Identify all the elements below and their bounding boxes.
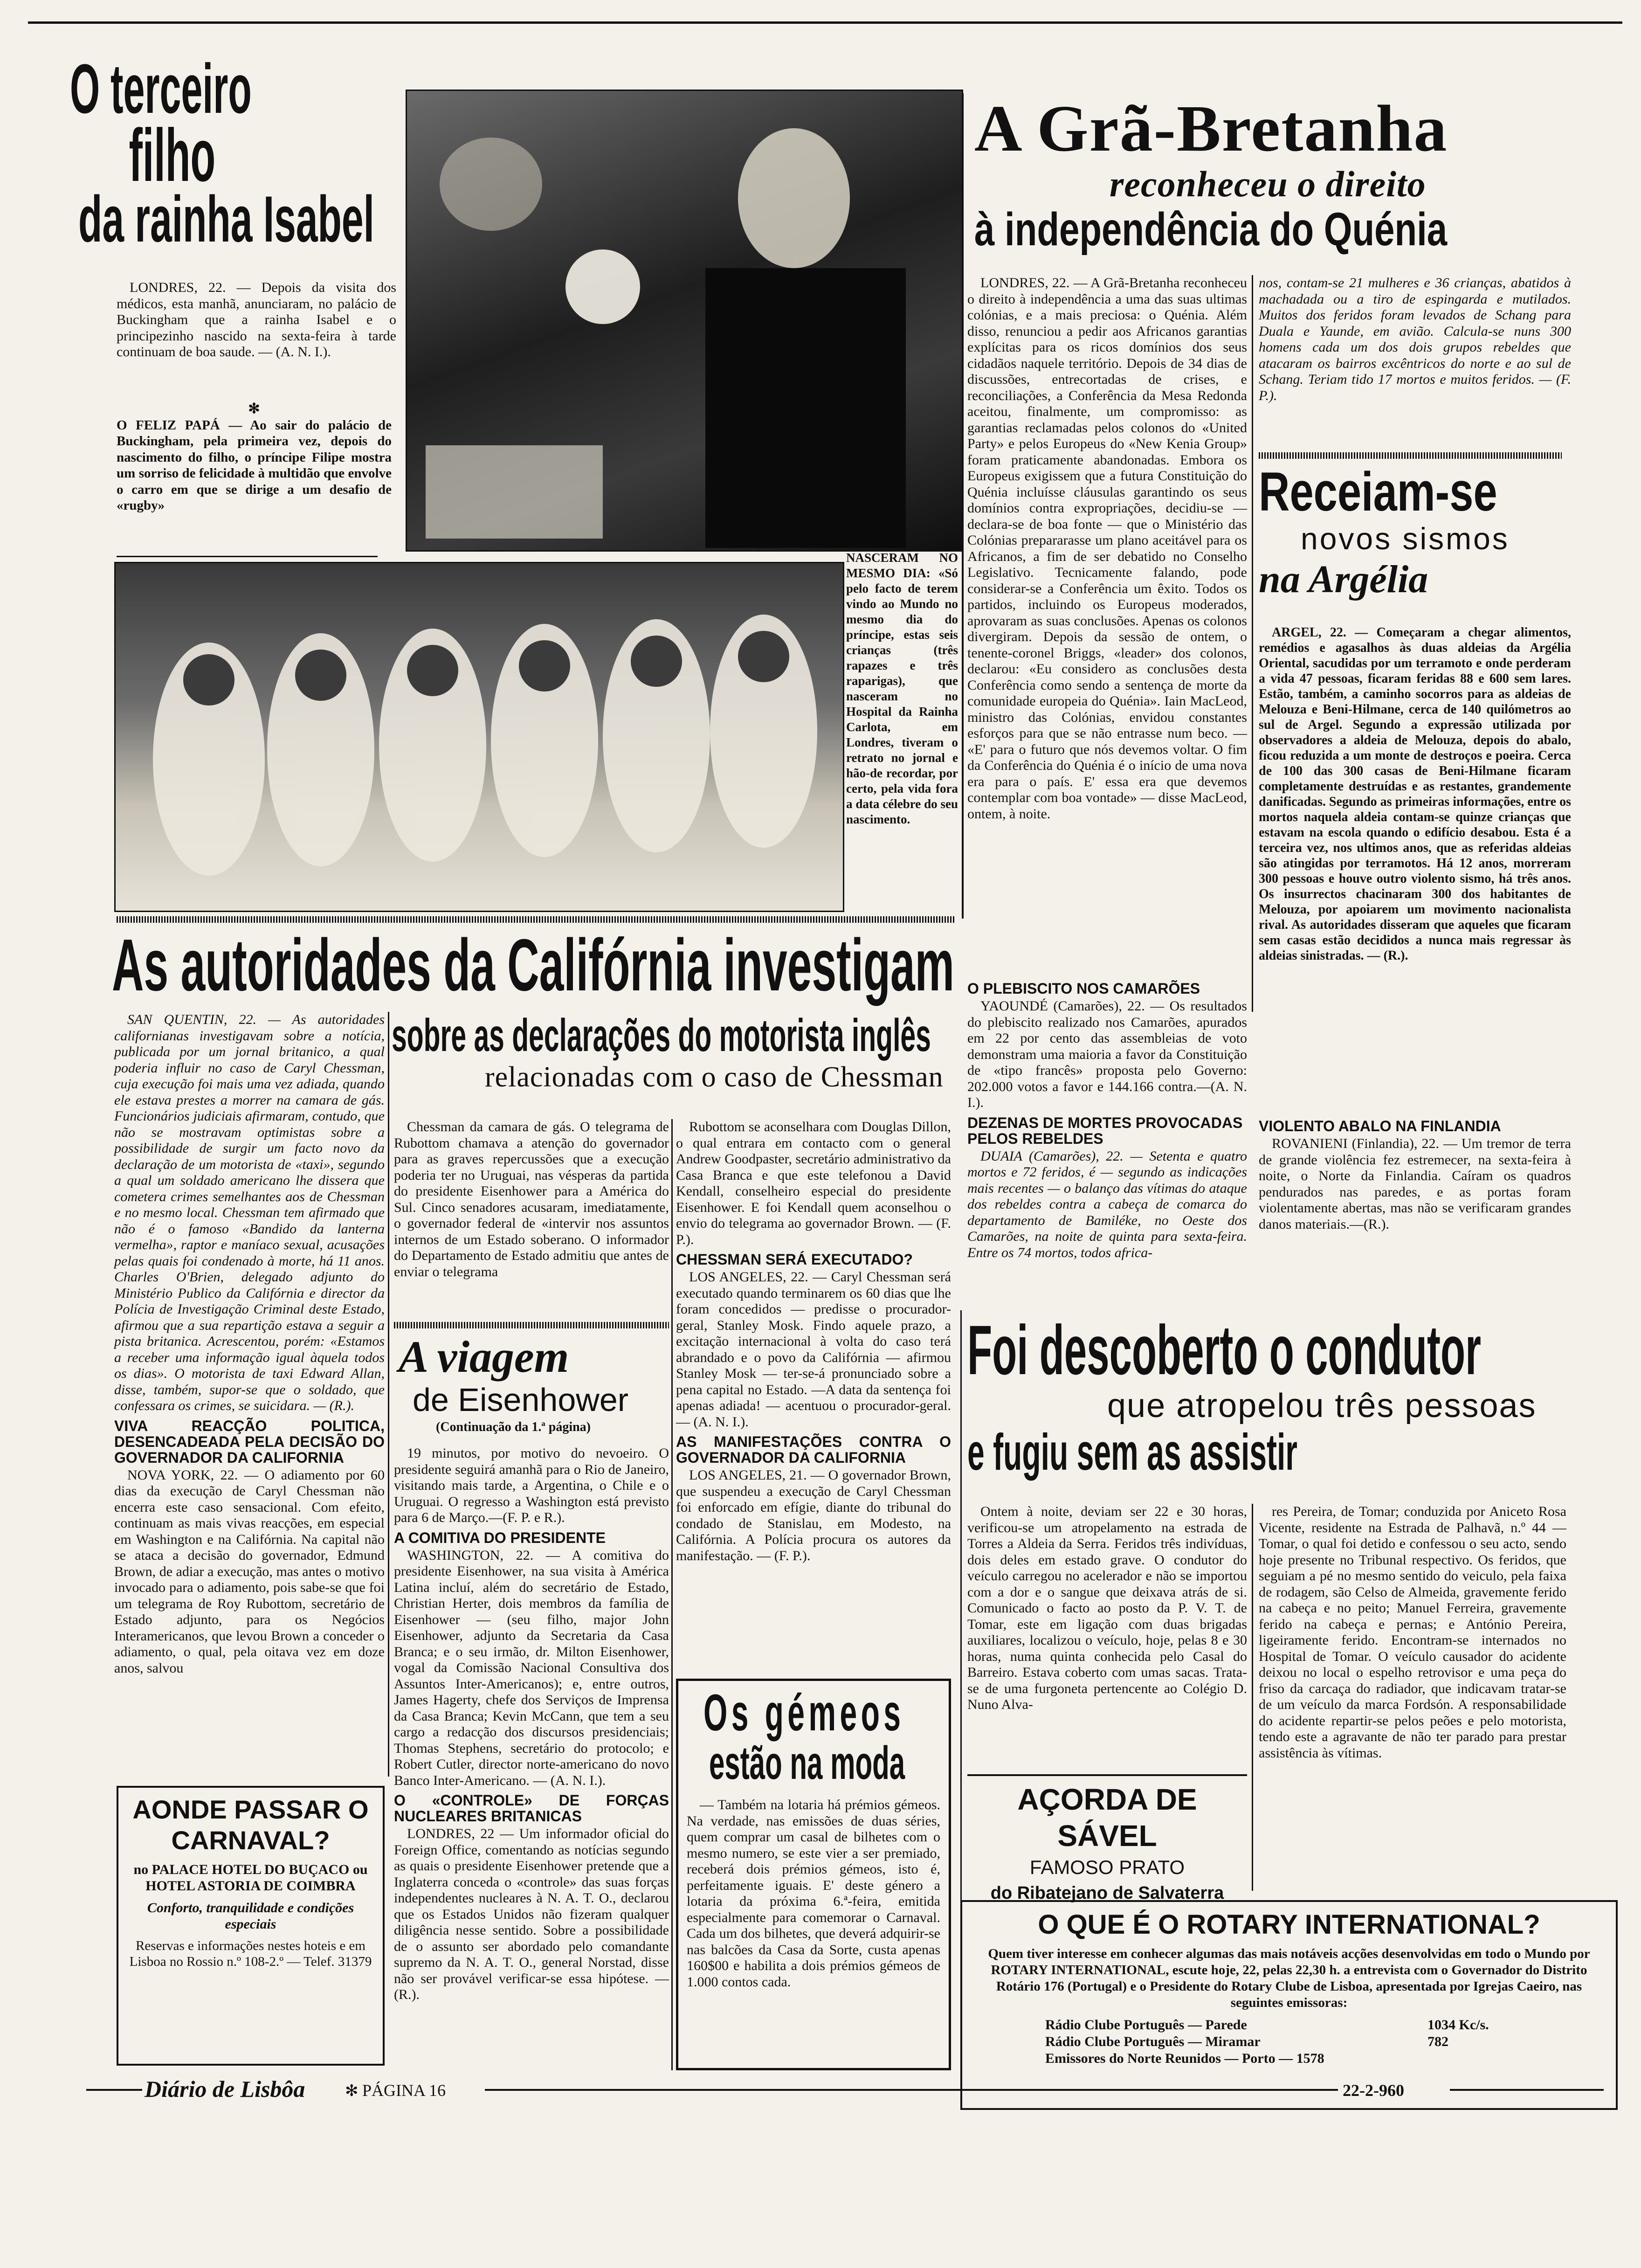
- kenya-text-col2: nos, contam-se 21 mulheres e 36 crianças, abatidos à machadada ou a tiro de espingarda e mutilados. Muitos dos feridos foram levados de Schang para Duala e Yaunde, em avião. Calcula-se nuns 300 homens cada um dos dois grupos rebeldes que atacaram os bairros excêntricos do norte e ao sul de Schang. Teriam tido 17 mortos e muitos feridos. — (F. P.).: [1259, 275, 1571, 403]
- article-algeria: [1259, 461, 1613, 622]
- subheading: A COMITIVA DO PRESIDENTE: [394, 1529, 606, 1546]
- headline-line-2: filho: [129, 113, 216, 197]
- subheading: O PLEBISCITO NOS CAMARÕES: [967, 980, 1200, 997]
- ad-title: AONDE PASSAR O CARNAVAL?: [132, 1795, 369, 1855]
- article-kenya: [974, 93, 1618, 270]
- headline-line-2: de Eisenhower: [413, 1382, 629, 1418]
- asterisk-ornament: ✻: [345, 2082, 362, 2100]
- california-text-col2: Chessman da camara de gás. O telegrama de Rubottom chamava a atenção do governador para as graves repercussões que a execução poderia ter no Uruguai, nas vésperas da partida do presidente Eisenhower para a América do Sul. Cinco senadores acusaram, imediatamente, o governador federal de «intervir nos assuntos internos de um Estado soberano. O informador do Departamento de Estado admitiu que antes de enviar o telegrama: [394, 1119, 669, 1279]
- ad-line-1: no PALACE HOTEL DO BUÇACO ou HOTEL ASTORIA DE COIMBRA: [133, 1862, 368, 1894]
- ad-rotary-international: [960, 1900, 1618, 2110]
- footer-page-number: ✻ PÁGINA 16: [345, 2081, 446, 2100]
- headline-line-1: Receiam-se: [1259, 461, 1497, 523]
- headline-line-2: estão na moda: [709, 1737, 905, 1789]
- headline-line-1: Foi descoberto o condutor: [967, 1311, 1481, 1389]
- footer-rule: [1450, 2089, 1604, 2091]
- article-twins-lottery: Os gémeos estão na moda — Também na lotaria há prémios gémeos. Na verdade, nas emissões de duas séries, quem comprar um casal de bilhetes com o mesmo numero, se este vier a ser premiado, receberá dois prémios gémeos, isto é, perfeitamente iguais. E' deste género a lotaria da próxima 6.ª-feira, emitida especialmente para comemorar o Carnaval. Cada um dos bilhetes, que deverá adquirir-se nas balcões da Casa da Sorte, custa apenas 160$00 e habilita a dois prémios gémeos de 1.000 contos cada.: [676, 1679, 951, 2070]
- footer-rule: [485, 2089, 1338, 2091]
- headline-line-3: e fugiu sem as assistir: [967, 1424, 1297, 1481]
- subheading: VIVA REACÇÃO POLITICA, DESENCADEADA PELA DECISÃO DO GOVERNADOR DA CALIFORNIA: [114, 1417, 385, 1466]
- royal-baby-text: LONDRES, 22. — Depois da visita dos médicos, esta manhã, anunciaram, no palácio de Buckingham que a rainha Isabel e o principezinho nascido na sexta-feira à tarde continuam de boa saude. — (A. N. I.).: [117, 280, 396, 360]
- headline-line-1: A Grã-Bretanha: [974, 91, 1448, 165]
- headline-line-2: reconheceu o direito: [1110, 164, 1426, 204]
- station-row: Rádio Clube Português — Parede 1034 Kc/s.: [1045, 2017, 1489, 2033]
- article-hit-and-run: [967, 1311, 1620, 1511]
- headline-line-2: sobre as declarações do motorista inglês: [392, 1010, 931, 1061]
- headline-line-1: A viagem: [399, 1332, 569, 1382]
- photo-placeholder: [407, 91, 962, 550]
- top-rule: [28, 21, 1622, 24]
- divider: [967, 1774, 1247, 1776]
- ad-title: AÇORDA DE SÁVEL: [1017, 1783, 1197, 1853]
- article-royal-baby: [70, 49, 374, 308]
- ad-acorda-de-savel: [967, 1781, 1247, 1903]
- ad-body: Quem tiver interesse em conhecer algumas das mais notáveis acções desenvolvidas em todo o Mundo por ROTARY INTERNATIONAL, escute hoje, 22, pelas 22,30 h. a entrevista com o Governador do Distrito Rotário 176 (Portugal) e o Presidente do Rotary Clube de Lisboa, apresentada por Igrejas Caeiro, nas seguintes emissoras:: [988, 1946, 1590, 2010]
- column-rule: [388, 1012, 389, 1777]
- station-list: [971, 2017, 1607, 2067]
- footer-date: 22-2-960: [1343, 2081, 1404, 2100]
- asterisk-ornament: ✻: [248, 401, 260, 416]
- cameroon-articles: O PLEBISCITO NOS CAMARÕES YAOUNDÉ (Camarões), 22. — Os resultados do plebiscito realizado nos Camarões, apurados em 22 por cento das assembleias de voto demonstram uma maioria a favor da Constituição de «tipo francês» proposta pelo Governo: 202.000 votos a favor e 144.166 contra.—(A. N. I.). DEZENAS DE MORTES PROVOCADAS PELOS REBELDES DUAIA (Camarões), 22. — Setenta e quatro mortos e 72 feridos, é — segundo as indicações mais recentes — o balanço das vítimas do ataque dos rebeldes contra a cabeça de comarca do departamento de Bamiléke, no Oeste dos Camarões, na noite de quinta para sexta-feira. Entre os 74 mortos, todos africa-: [967, 980, 1247, 1260]
- ad-line-3: do Ribatejano de Salvaterra: [990, 1883, 1224, 1903]
- royal-baby-caption: ✻ O FELIZ PAPÁ — Ao sair do palácio de Buckingham, pela primeira vez, depois do nascimento do filho, o príncipe Filipe mostra um sorriso de felicidade à multidão que envolve o carro em que se dirige a um desafio de «rugby»: [117, 401, 392, 513]
- headline-line-2: novos sismos: [1301, 521, 1510, 556]
- column-rule: [1252, 1504, 1253, 1891]
- photo-placeholder: [116, 563, 843, 911]
- california-text-col1: SAN QUENTIN, 22. — As autoridades californianas investigavam sobre a notícia, publicada por um jornal britanico, a qual poderia influir no caso de Caryl Chessman, cuja execução foi mais uma vez adiada, quando ele estava prestes a morrer na camara de gás. Funcionários judiciais afirmaram, contudo, que não se mostravam optimistas sobre a possibilidade de surgir um facto novo da declaração de um motorista de «taxi», segundo a qual um soldado americano lhe dissera que cometera crimes semelhantes aos de Chessman e no mesmo local. Chessman tem afirmado que não é o famoso «Bandido da lanterna vermelha», raptor e maníaco sexual, acusações pelas quais foi condenado à morte, há 11 anos. Charles O'Brien, delegado adjunto do Ministério Publico da Califórnia e director da Polícia de Investigação Criminal deste Estado, afirmou que a sua repartição estava a seguir a pista britanica. Acrescentou, porém: «Estamos a receber uma informação igual àquela todos os dias». O motorista de taxi Edward Allan, disse, também, supor-se que o soldado, que confessara os crimes, se suicidara. — (R.). VIVA REACÇÃO POLITICA, DESENCADEADA PELA DECISÃO DO GOVERNADOR DA CALIFORNIA NOVA YORK, 22. — O adiamento por 60 dias da execução de Caryl Chessman não encerra este caso sensacional. Com efeito, continuam as mais vivas reacções, em especial em Washington e na Califórnia. Na capital não se ataca a decisão do governador, Edmund Brown, de adiar a execução, mas antes o motivo invocado para o adiamento, pois sabe-se que foi um telegrama de Roy Rubottom, secretário de Estado adjunto, para os Negócios Interamericanos, que levou Brown a conceder o adiamento, o qual, pela oitava vez em doze anos, salvou: [114, 1012, 385, 1676]
- photo-prince-philip-car: [406, 90, 963, 552]
- headline-line-3: à independência do Quénia: [974, 203, 1448, 256]
- california-text-col3: Rubottom se aconselhara com Douglas Dillon, o qual entrara em contacto com o general Andrew Goodpaster, secretário administrativo da Casa Branca e que este telefonou a David Kendall, conselheiro especial do presidente Eisenhower. E foi Kendall quem aconselhou o envio do telegrama ao governador Brown. — (F. P.). CHESSMAN SERÁ EXECUTADO? LOS ANGELES, 22. — Caryl Chessman será executado quando terminarem os 60 dias que lhe foram concedidos — predisse o procurador-geral, Stanley Mosk. Findo aquele prazo, a excitação internacional à volta do caso terá abrandado e o povo da Califórnia — afirmou Stanley Mosk — ter-se-á pronunciado sobre a pena capital no Estado. —A data da sentença foi apenas adiada! — acentuou o procurador-geral. — (A. N. I.). AS MANIFESTAÇÕES CONTRA O GOVERNADOR DA CALIFORNIA LOS ANGELES, 21. — O governador Brown, que suspendeu a execução de Caryl Chessman foi enforcado em efígie, diante do tribunal do condado de Stanislau, em Modesto, na Califórnia. A Polícia procura os autores da manifestação. — (F. P.).: [676, 1119, 951, 1563]
- finland-text: ROVANIENI (Finlandia), 22. — Um tremor de terra de grande violência fez estremecer, na sexta-feira à noite, o Norte da Finlandia. Caíram os quadros pendurados nas paredes, e as portas foram violentamente abertas, mas não se verificaram grandes danos materiais.—(R.).: [1259, 1136, 1571, 1232]
- ad-line-2: Conforto, tranquilidade e condições especiais: [147, 1900, 354, 1932]
- article-eisenhower-trip: [394, 1334, 669, 1450]
- ad-title: O QUE É O ROTARY INTERNATIONAL?: [1038, 1909, 1540, 1940]
- headline-line-1: As autoridades da Califórnia investigam: [112, 924, 954, 1006]
- continuation-note: (Continuação da 1.ª página): [436, 1420, 591, 1434]
- footer-paper-name: Diário de Lisbôa: [145, 2076, 305, 2102]
- babies-caption: NASCERAM NO MESMO DIA: «Só pelo facto de terem vindo ao Mundo no mesmo dia do príncipe, estas seis crianças (três rapazes e três raparigas), que nasceram no Hospital da Rainha Carlota, em Londres, tiveram o retrato no jornal e hão-de recordar, por certo, pela vida fora a data célebre do seu nascimento.: [846, 551, 958, 826]
- footer-rule: [86, 2089, 142, 2091]
- subheading: AS MANIFESTAÇÕES CONTRA O GOVERNADOR DA CALIFORNIA: [676, 1433, 951, 1466]
- divider: [117, 556, 378, 557]
- subheading: VIOLENTO ABALO NA FINLANDIA: [1259, 1118, 1501, 1134]
- hit-and-run-text-col2: res Pereira, de Tomar; conduzida por Aniceto Rosa Vicente, residente na Estrada de Palhavã, n.º 44 — Tomar, o qual foi detido e confessou o seu acto, sendo hoje presente no Tribunal respectivo. Os feridos, que seguiam a pé no mesmo sentido do veiculo, pela faixa de rodagem, são Celso de Almeida, gravemente ferido na cabeça e no peito; Manuel Ferreira, gravemente ferido na cabeça e pernas; e António Pereira, ligeiramente ferido. Encontram-se internados no Hospital de Tomar. O veículo causador do acidente deixou no local o espelho retrovisor e uma peça do friso da carcaça do radiador, que indicavam tratar-se de um veículo da marca Fordsón. A responsabilidade do acidente repartir-se pelos peões e pelo motorista, tendo este a agravante de não ter parado para prestar assistência às vítimas.: [1259, 1504, 1566, 1761]
- headline-line-2: que atropelou três pessoas: [1107, 1387, 1537, 1424]
- headline-line-1: O terceiro: [70, 49, 252, 128]
- dotted-rule: [394, 1322, 669, 1328]
- ad-line-3: Reservas e informações nestes hoteis e em Lisboa no Rossio n.º 108-2.º — Telef. 31379: [129, 1938, 372, 1969]
- dotted-rule: [1259, 452, 1562, 459]
- station-row: Emissores do Norte Reunidos — Porto — 1578: [1045, 2051, 1324, 2066]
- headline-line-3: na Argélia: [1259, 558, 1428, 601]
- photo-six-babies: [114, 562, 844, 912]
- hit-and-run-text-col1: Ontem à noite, deviam ser 22 e 30 horas, verificou-se um atropelamento na estrada de Torres a Aldeia da Serra. Feridos três indivíduas, dois deles em estado grave. O condutor do veículo carregou no acelerador e não se importou com a dor e o sangue que deixava atrás de si. Comunicado o facto ao posto da P. V. T. de Tomar, este em ligação com duas brigadas auxiliares, localizou o veículo, hoje, pelas 8 e 30 horas, numa quinta conhecida pelo Casal do Barreiro. Estava coberto com umas sacas. Trata-se de uma furgoneta pertencente ao Colégio D. Nuno Alva-: [967, 1504, 1247, 1712]
- headline-line-3: da rainha Isabel: [78, 182, 374, 256]
- subheading: O «CONTROLE» DE FORÇAS NUCLEARES BRITANICAS: [394, 1792, 669, 1825]
- subheading: DEZENAS DE MORTES PROVOCADAS PELOS REBELDES: [967, 1114, 1243, 1147]
- algeria-text: ARGEL, 22. — Começaram a chegar alimentos, remédios e agasalhos às duas aldeias da Argélia Oriental, sacudidas por um terramoto e onde perderam a vida 47 pessoas, ficaram feridas 88 e 600 sem lares. Estão, também, a caminho socorros para as aldeias de Melouza e Beni-Hilmane, cerca de 140 quilómetros ao sul de Argel. Segundo a expressão utilizada por observadores a aldeia de Melouza, depois do abalo, ficou reduzida a um monte de destroços e poeira. Cerca de 100 das 300 casas de Beni-Hilmane ficaram completamente destruídas e as restantes, grandemente danificadas. Segundo as primeiras informações, entre os mortos naquela aldeia contam-se quinze crianças que estavam na escola quando o edifício desabou. Esta é a terceira vez, nos ultimos anos, que as referidas aldeias são atingidas por terramotos. Há 12 anos, morreram 300 pessoas e houve outro violento sismo, há três anos. Os insurrectos chacinaram 300 dos habitantes de Melouza, por apoiarem um movimento nacionalista rival. As autoridades disseram que aqueles que ficaram sem casas estão decididos a nunca mais regressar às aldeias sinistradas. — (R.).: [1259, 625, 1571, 963]
- subheading: CHESSMAN SERÁ EXECUTADO?: [676, 1251, 913, 1268]
- column-rule: [671, 1119, 673, 2070]
- station-row: Rádio Clube Português — Miramar 782: [1045, 2034, 1448, 2049]
- ad-carnival-hotels: [117, 1786, 385, 2066]
- column-rule: [962, 93, 964, 919]
- headline-line-3: relacionadas com o caso de Chessman: [485, 1061, 944, 1093]
- ad-line-2: FAMOSO PRATO: [1029, 1856, 1185, 1878]
- kenya-text-col1: LONDRES, 22. — A Grã-Bretanha reconheceu o direito à independência a uma das suas ultimas colónias, e a mais preciosa: o Quénia. Além disso, renunciou a pedir aos Africanos garantias explícitas para os ricos domínios dos seus cidadãos naquele território. Depois de 34 dias de discussões, entrecortadas de crises, e reconciliações, a Conferência da Mesa Redonda aceitou, finalmente, um compromisso: as garantias reclamadas pelos colonos do «United Party» e pelos Europeus do «New Kenia Group» foram praticamente abandonadas. Embora os Europeus exigissem que a futura Constituição do Quénia incluísse cláusulas garantindo os seus domínios contra expropriações, decidiu-se — declara-se de boa fonte — que o Ministério das Colónias prepararasse um plano aceitável para os Africanos, a fim de ser debatido no Conselho Legislativo. Tecnicamente falando, pode considerar-se a Conferência um êxito. Todos os partidos, incluindo os Europeus moderados, aprovaram as suas conclusões. Apenas os colonos divergiram. Depois da sessão de ontem, o tenente-coronel Briggs, «leader» dos colonos, declarou: «Eu considero as conclusões desta Conferência como sendo a sentença de morte da comunidade europeia do Quénia». Iain MacLeod, ministro das Colónias, envidou constantes esforços para que se não entrasse num beco. — «E' para o futuro que nós devemos voltar. O fim da Conferência do Quénia é o início de uma nova era para o país. E' essa era que devemos contemplar com boa vontade» — disse MacLeod, ontem, à noite.: [967, 275, 1247, 822]
- eisenhower-text: 19 minutos, por motivo do nevoeiro. O presidente seguirá amanhã para o Rio de Janeiro, visitando mais tarde, a Argentina, o Chile e o Uruguai. O regresso a Washington está previsto para 6 de Março.—(F. P. e R.). A COMITIVA DO PRESIDENTE WASHINGTON, 22. — A comitiva do presidente Eisenhower, na sua visita à América Latina incluí, além do secretário de Estado, Christian Herter, dois membros da família de Eisenhower — (seu filho, major John Eisenhower, adjunto da Secretaria da Casa Branca; e o seu irmão, dr. Milton Eisenhower, vogal da Comissão Nacional Consultiva dos Assuntos Inter-Americanos); e, entre outros, James Hagerty, chefe dos Serviços de Imprensa da Casa Branca; Kevin McCann, que tem a seu cargo a redacção dos discursos presidenciais; Thomas Stephens, secretário do protocolo; e Robert Cutler, director norte-americano do novo Banco Inter-Americano. — (A. N. I.). O «CONTROLE» DE FORÇAS NUCLEARES BRITANICAS LONDRES, 22 — Um informador oficial do Foreign Office, comentando as notícias segundo as quais o presidente Eisenhower pretende que a Inglaterra conceda o «controle» das suas forças independentes nucleares à N. A. T. O., declarou que os Estados Unidos não fizeram qualquer diligência nesse sentido. Sobre a possibilidade de o assunto ser abordado pelo comandante supremo da N. A. T. O., general Norstad, disse não ser provável verificar-se essa hipótese. — (R.).: [394, 1445, 669, 2002]
- column-rule: [1252, 275, 1253, 1012]
- dotted-rule: [117, 916, 956, 923]
- headline-line-1: Os gémeos: [703, 1684, 905, 1742]
